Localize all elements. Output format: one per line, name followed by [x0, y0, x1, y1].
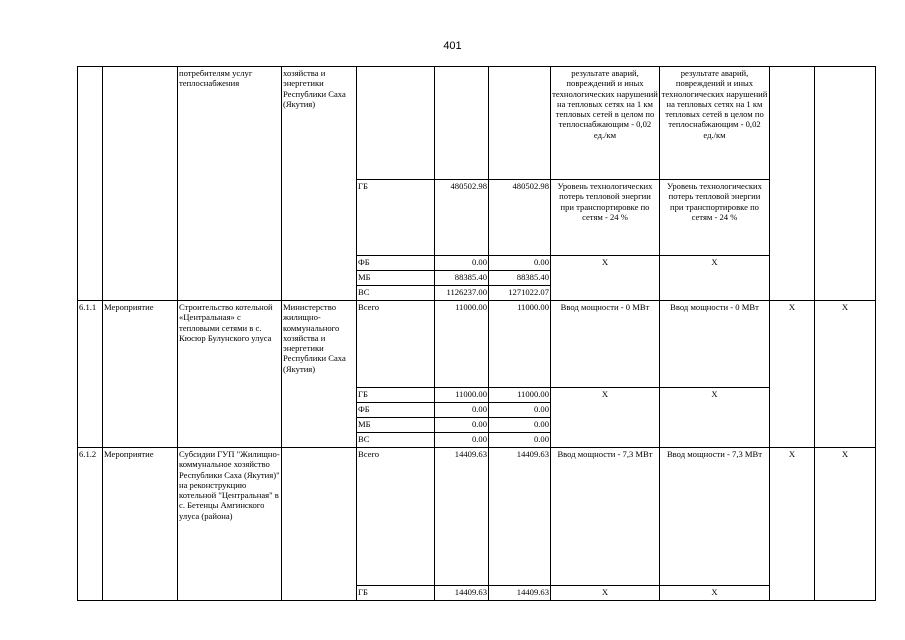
value-cell: 1271022.07 [489, 286, 551, 301]
source-cell: Всего [357, 301, 435, 388]
indicator-cell: X [660, 586, 770, 601]
value-cell: 11000.00 [489, 301, 551, 388]
mark-cell: X [770, 301, 815, 448]
indicator-cell: Ввод мощности - 0 МВт [551, 301, 660, 388]
indicator-cell: Ввод мощности - 0 МВт [660, 301, 770, 388]
value-cell: 0.00 [489, 256, 551, 271]
mark-cell: X [770, 448, 815, 601]
table-row [78, 67, 876, 180]
value-cell: 0.00 [489, 418, 551, 433]
value-cell: 14409.63 [489, 586, 551, 601]
value-cell: 11000.00 [435, 388, 489, 403]
code-cell [78, 67, 103, 301]
source-cell: МБ [357, 271, 435, 286]
indicator-cell: X [551, 586, 660, 601]
table-row [78, 301, 876, 388]
value-cell: 0.00 [489, 433, 551, 448]
value-cell: 14409.63 [435, 448, 489, 586]
value-cell: 0.00 [435, 418, 489, 433]
description-cell: потребителям услуг теплоснабжения [178, 67, 282, 301]
source-cell: ГБ [357, 180, 435, 256]
mark-cell: X [815, 301, 876, 448]
indicator-cell: результате аварий, повреждений и иных технологических нарушений на тепловых сетях на 1 км тепловых сетей в целом по теплоснабжающим - 0,02 ед./км [660, 67, 770, 180]
source-cell: ВС [357, 433, 435, 448]
value-cell: 0.00 [435, 256, 489, 271]
type-cell: Мероприятие [103, 448, 178, 601]
indicator-cell: Ввод мощности - 7,3 МВт [660, 448, 770, 586]
value-cell: 14409.63 [435, 586, 489, 601]
executor-cell [282, 448, 357, 601]
source-cell: ГБ [357, 586, 435, 601]
indicator-cell: Уровень технологических потерь тепловой энергии при транспортировке по сетям - 24 % [551, 180, 660, 256]
description-cell: Субсидии ГУП "Жилищно-коммунальное хозяйство Республики Саха (Якутия)" на реконструкцию котельной "Центральная" в с. Бетенцы Амгинского улуса (района) [178, 448, 282, 601]
source-cell: ГБ [357, 388, 435, 403]
value-cell: 480502.98 [435, 180, 489, 256]
value-cell: 480502.98 [489, 180, 551, 256]
code-cell: 6.1.1 [78, 301, 103, 448]
value-cell [435, 67, 489, 180]
indicator-cell: X [660, 388, 770, 448]
indicator-cell: X [551, 256, 660, 301]
source-cell: МБ [357, 418, 435, 433]
page-number: 401 [443, 40, 462, 52]
value-cell: 0.00 [435, 433, 489, 448]
code-cell: 6.1.2 [78, 448, 103, 601]
value-cell: 0.00 [435, 403, 489, 418]
program-table [77, 66, 876, 601]
indicator-cell: X [660, 256, 770, 301]
indicator-cell: результате аварий, повреждений и иных технологических нарушений на тепловых сетях на 1 км тепловых сетей в целом по теплоснабжающим - 0,02 ед./км [551, 67, 660, 180]
executor-cell: Министерство жилищно-коммунального хозяйства и энергетики Республики Саха (Якутия) [282, 301, 357, 448]
source-cell: ФБ [357, 256, 435, 271]
mark-cell [770, 67, 815, 301]
value-cell: 1126237.00 [435, 286, 489, 301]
value-cell: 0.00 [489, 403, 551, 418]
table-row [78, 448, 876, 586]
source-cell: ВС [357, 286, 435, 301]
value-cell: 88385.40 [489, 271, 551, 286]
source-cell: ФБ [357, 403, 435, 418]
source-cell [357, 67, 435, 180]
value-cell [489, 67, 551, 180]
type-cell: Мероприятие [103, 301, 178, 448]
mark-cell [815, 67, 876, 301]
source-cell: Всего [357, 448, 435, 586]
value-cell: 11000.00 [489, 388, 551, 403]
indicator-cell: X [551, 388, 660, 448]
executor-cell: хозяйства и энергетики Республики Саха (Якутия) [282, 67, 357, 301]
indicator-cell: Ввод мощности - 7,3 МВт [551, 448, 660, 586]
indicator-cell: Уровень технологических потерь тепловой энергии при транспортировке по сетям - 24 % [660, 180, 770, 256]
description-cell: Строительство котельной «Центральная» с тепловыми сетями в с. Кюсюр Булунского улуса [178, 301, 282, 448]
value-cell: 14409.63 [489, 448, 551, 586]
type-cell [103, 67, 178, 301]
value-cell: 88385.40 [435, 271, 489, 286]
mark-cell: X [815, 448, 876, 601]
value-cell: 11000.00 [435, 301, 489, 388]
